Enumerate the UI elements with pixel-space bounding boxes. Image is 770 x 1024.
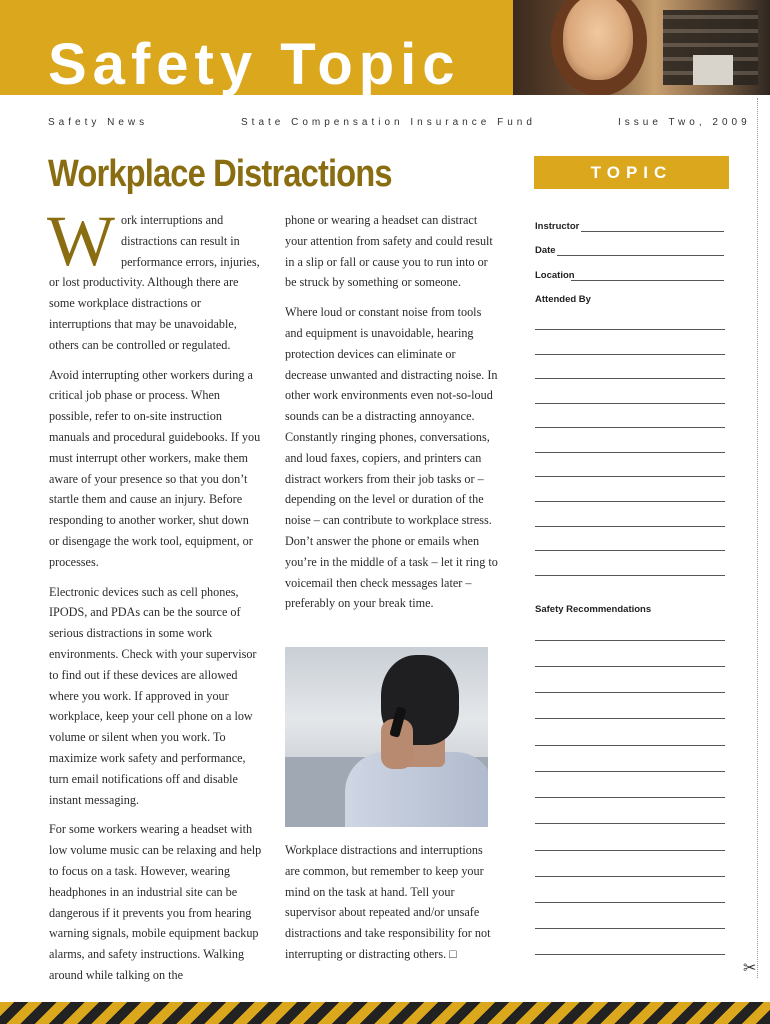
- paragraph: phone or wearing a headset can distract your attention from safety and could result in a slip or fall or cause you to run into or be struck by something or someone.: [285, 213, 493, 290]
- header-photo: [513, 0, 770, 95]
- article-column-2: [285, 210, 498, 623]
- attended-line[interactable]: [535, 452, 725, 453]
- attended-line[interactable]: [535, 427, 725, 428]
- recommendation-line[interactable]: [535, 640, 725, 641]
- paragraph: Electronic devices such as cell phones, IPODS, and PDAs can be the source of serious distractions in some work environments. Check with your supervisor to find out if these devices are allowed where you work. If approved in your workplace, keep your cell phone on a low volume or silent when you work. To maximize work safety and performance, turn email notifications off and disable instant messaging.: [49, 584, 257, 807]
- attended-line[interactable]: [535, 329, 725, 330]
- hazard-stripe-footer: [0, 1002, 770, 1024]
- paragraph: Avoid interrupting other workers during a critical job phase or process. When possible, refer to on-site instruction manuals and procedural guidebooks. If you must interrupt other workers, make them aware of your presence so that you don’t startle them and cause an injury. Before responding to another worker, shut down or disengage the work tool, equipment, or processes.: [49, 367, 261, 569]
- recommendation-line[interactable]: [535, 666, 725, 667]
- article-photo: [285, 647, 488, 827]
- masthead-title: Safety Topic: [48, 32, 461, 97]
- paragraph: Work interruptions and distractions can result in performance errors, injuries, or lost productivity. Although there are some workplace distractions or interruptions that may be unavoidable, others can be controlled or regulated.: [47, 201, 260, 352]
- recommendation-line[interactable]: [535, 823, 725, 824]
- attended-line[interactable]: [535, 575, 725, 576]
- recommendation-line[interactable]: [535, 797, 725, 798]
- issue-label: Issue Two, 2009: [618, 117, 751, 128]
- recommendation-line[interactable]: [535, 876, 725, 877]
- attended-line[interactable]: [535, 501, 725, 502]
- recommendation-line[interactable]: [535, 850, 725, 851]
- recommendation-line[interactable]: [535, 718, 725, 719]
- location-label: Location: [535, 270, 575, 281]
- header-banner: [0, 0, 770, 95]
- recommendation-line[interactable]: [535, 745, 725, 746]
- recommendation-line[interactable]: [535, 928, 725, 929]
- scissors-icon: ✂: [743, 958, 757, 977]
- publisher-name: State Compensation Insurance Fund: [241, 117, 536, 128]
- attended-line[interactable]: [535, 378, 725, 379]
- recommendation-line[interactable]: [535, 692, 725, 693]
- attended-line[interactable]: [535, 403, 725, 404]
- date-label: Date: [535, 245, 556, 256]
- article-column-1: [47, 201, 262, 995]
- instructor-field[interactable]: [581, 231, 724, 232]
- cut-line: [757, 98, 758, 978]
- location-field[interactable]: [571, 280, 724, 281]
- attended-line[interactable]: [535, 476, 725, 477]
- attended-line[interactable]: [535, 354, 725, 355]
- paragraph: Where loud or constant noise from tools and equipment is unavoidable, hearing protection devices can eliminate or decrease unwanted and distracting noise. In other work environments even not-so-loud sounds can be a distracting annoyance. Constantly ringing phones, conversations, and loud faxes, copiers, and printers can distract workers from their job tasks or – depending on the level or duration of the noise – can contribute to workplace stress. Don’t answer the phone or emails when you’re in the middle of a task – let it ring to voicemail then check messages later – preferably on your break time.: [285, 305, 498, 611]
- closing-paragraph: Workplace distractions and interruptions are common, but remember to keep your mind on the task at hand. Tell your supervisor about repeated and/or unsafe distractions and take responsibility for not interrupting or distracting others. □: [285, 843, 491, 961]
- topic-review-header: TOPIC REVIEW: [534, 156, 729, 189]
- article-headline: Workplace Distractions: [48, 153, 392, 195]
- publication-name: Safety News: [48, 117, 149, 128]
- paragraph: For some workers wearing a headset with low volume music can be relaxing and help to focus on a task. However, wearing headphones in an industrial site can be dangerous if it prevents you from hearing warning signals, mobile equipment backup alarms, and safety instructions. Walking around while talking on the: [49, 822, 262, 982]
- attended-by-label: Attended By: [535, 294, 591, 305]
- attended-line[interactable]: [535, 526, 725, 527]
- attended-line[interactable]: [535, 550, 725, 551]
- recommendation-line[interactable]: [535, 954, 725, 955]
- recommendation-line[interactable]: [535, 902, 725, 903]
- dropcap: W: [47, 201, 115, 281]
- date-field[interactable]: [557, 255, 724, 256]
- recommendation-line[interactable]: [535, 771, 725, 772]
- instructor-label: Instructor: [535, 221, 580, 232]
- end-mark: □: [449, 946, 457, 961]
- safety-recommendations-label: Safety Recommendations: [535, 604, 652, 615]
